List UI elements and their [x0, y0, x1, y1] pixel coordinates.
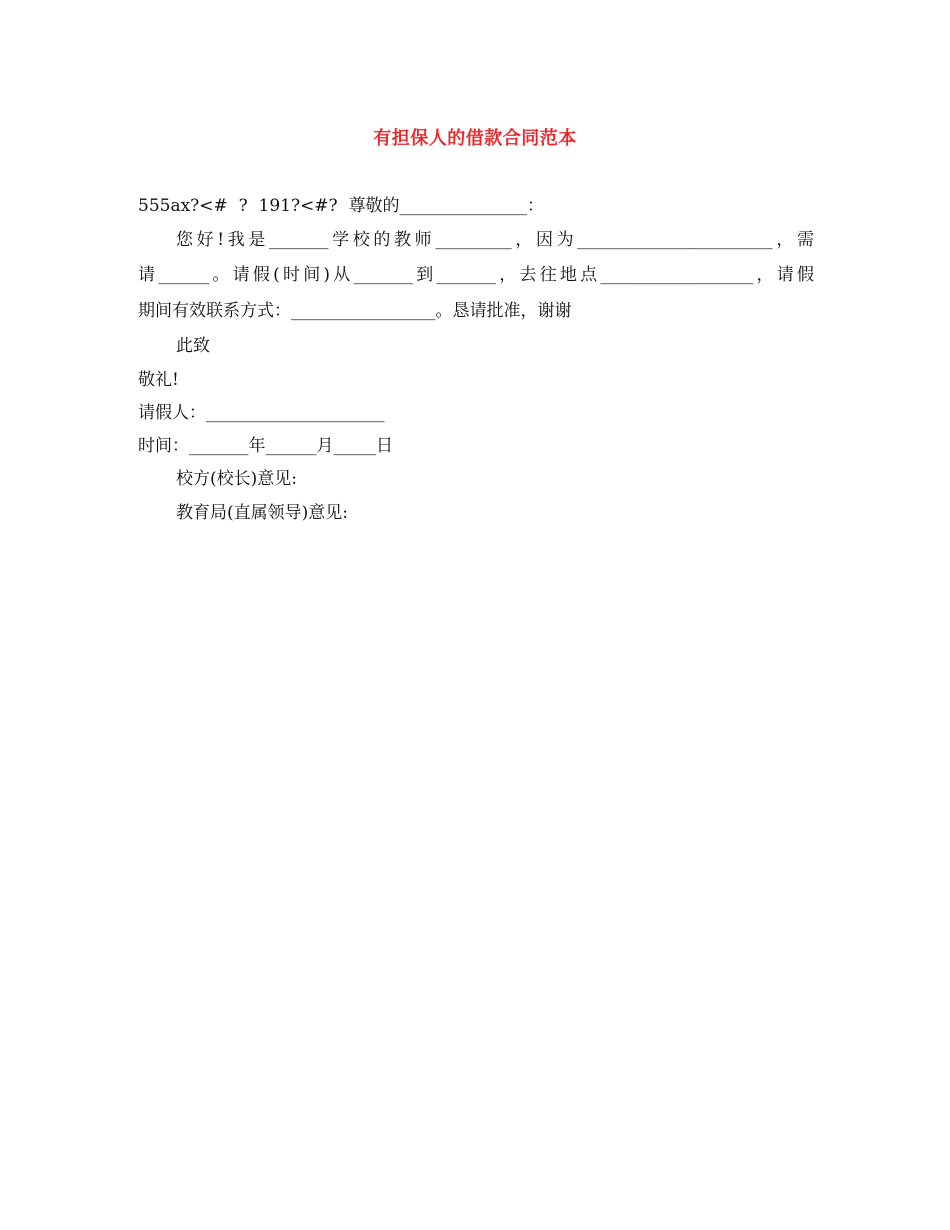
closing-line: 此致	[176, 336, 210, 356]
regards-line: 敬礼!	[138, 370, 179, 390]
salutation-line: 555ax?<# ? 191?<#? 尊敬的_______________：	[138, 196, 544, 216]
body-line-3: 期间有效联系方式：_________________。恳请批准，谢谢	[138, 301, 572, 321]
body-line-1: 您好!我是_______学校的教师_________，因为_______________________，需	[176, 230, 814, 250]
principal-opinion-line: 校方(校长)意见:	[176, 469, 297, 489]
document-title: 有担保人的借款合同范本	[373, 128, 577, 149]
bureau-opinion-line: 教育局(直属领导)意见:	[176, 503, 348, 523]
applicant-line: 请假人：_____________________	[138, 403, 385, 423]
body-line-2: 请______。请假(时间)从_______到_______，去往地点__________________，请假	[138, 265, 814, 285]
date-line: 时间：_______年______月_____日	[138, 436, 393, 456]
